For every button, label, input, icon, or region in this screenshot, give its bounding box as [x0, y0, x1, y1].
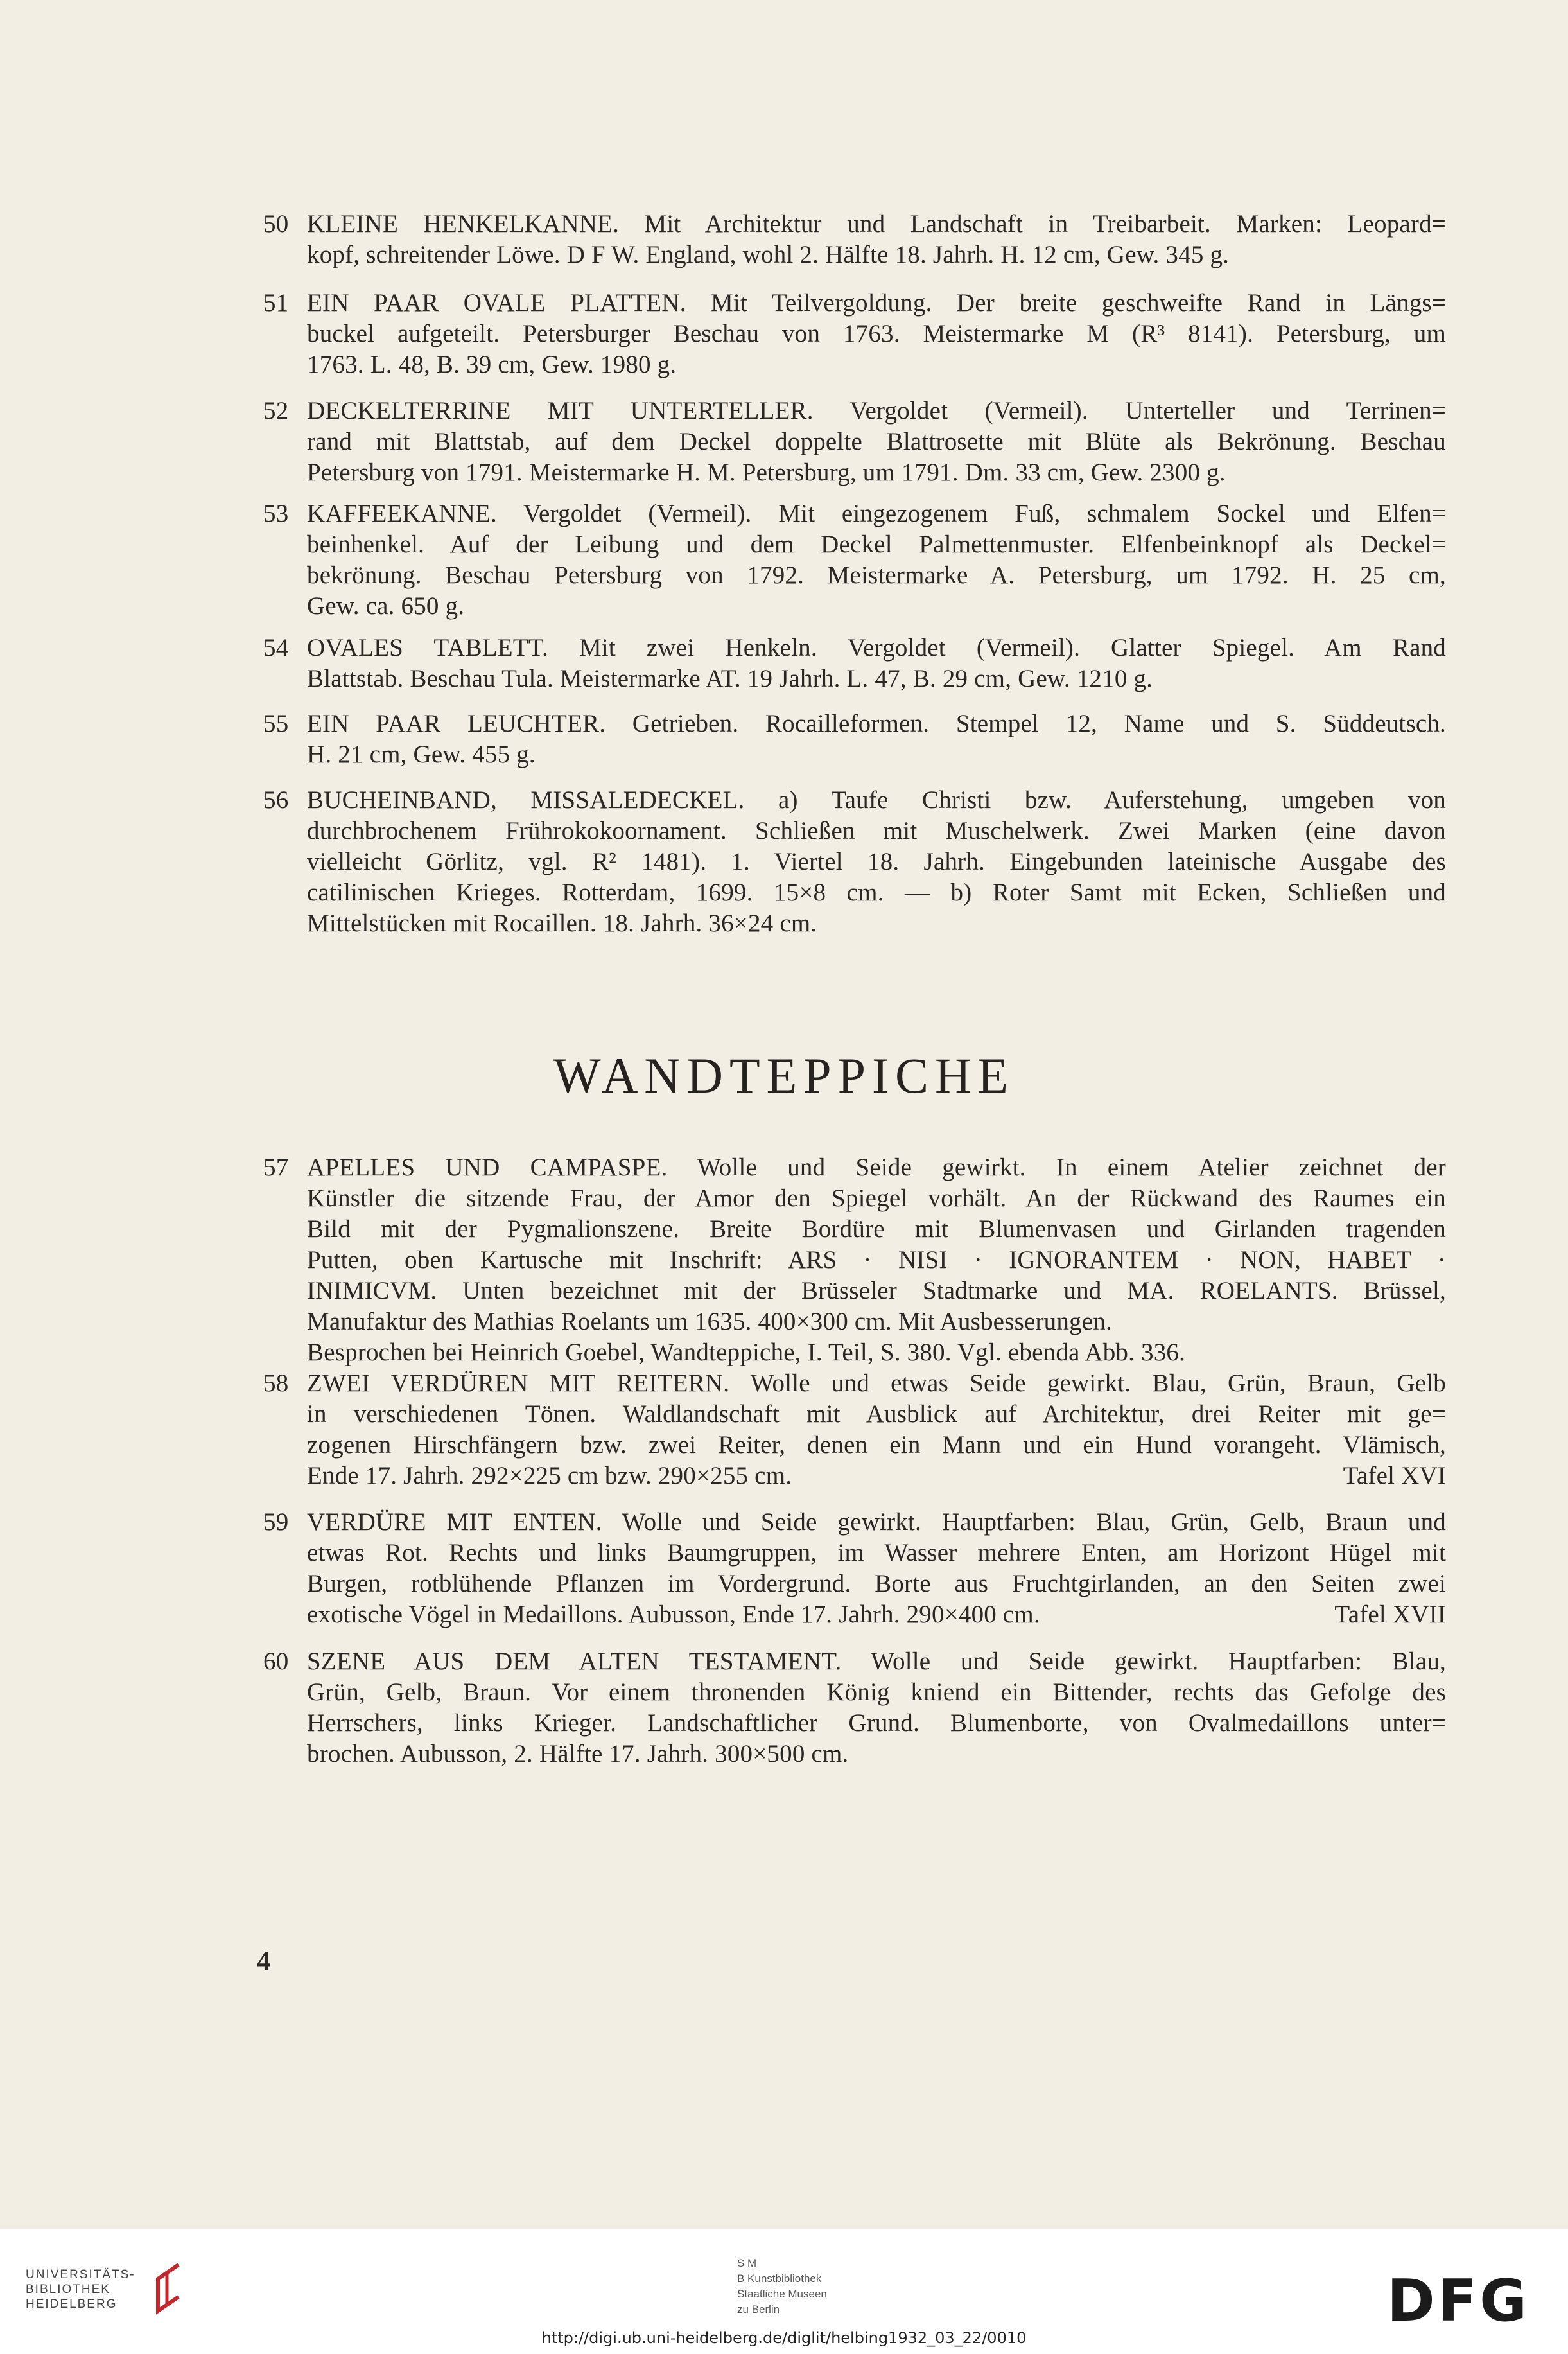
- entry-line: Burgen, rotblühende Pflanzen im Vordergrund. Borte aus Fruchtgirlanden, an den Seiten zwei: [307, 1570, 1446, 1597]
- entry-line: KAFFEEKANNE. Vergoldet (Vermeil). Mit eingezogenem Fuß, schmalem Sockel und Elfen=: [307, 500, 1446, 527]
- entry-line: Manufaktur des Mathias Roelants um 1635. 400×300 cm. Mit Ausbesserungen.: [307, 1308, 1112, 1335]
- entry-number: 55: [263, 710, 289, 737]
- entry-line: bekrönung. Beschau Petersburg von 1792. Meistermarke A. Petersburg, um 1792. H. 25 cm,: [307, 561, 1446, 589]
- catalog-entry: [265, 498, 1446, 622]
- entry-line: SZENE AUS DEM ALTEN TESTAMENT. Wolle und Seide gewirkt. Hauptfarben: Blau,: [307, 1647, 1446, 1675]
- entry-line: buckel aufgeteilt. Petersburger Beschau von 1763. Meistermarke M (R³ 8141). Petersburg, um: [307, 320, 1446, 347]
- entry-line-text: exotische Vögel in Medaillons. Aubusson, Ende 17. Jahrh. 290×400 cm.: [307, 1601, 1040, 1628]
- catalog-entry: [265, 1507, 1446, 1630]
- catalog-entry: [265, 708, 1446, 770]
- entry-line: Bild mit der Pygmalionszene. Breite Bordüre mit Blumenvasen und Girlanden tragenden: [307, 1215, 1446, 1243]
- entry-line: [307, 1461, 1446, 1491]
- entry-number: 50: [263, 210, 289, 238]
- entry-line: VERDÜRE MIT ENTEN. Wolle und Seide gewirkt. Hauptfarben: Blau, Grün, Gelb, Braun und: [307, 1508, 1446, 1536]
- catalog-entry: [265, 633, 1446, 694]
- entry-line: catilinischen Krieges. Rotterdam, 1699. 15×8 cm. — b) Roter Samt mit Ecken, Schließen und: [307, 879, 1446, 906]
- entry-line: kopf, schreitender Löwe. D F W. England, wohl 2. Hälfte 18. Jahrh. H. 12 cm, Gew. 345 g.: [307, 241, 1230, 268]
- entry-line: Grün, Gelb, Braun. Vor einem thronenden König kniend ein Bittender, rechts das Gefolge des: [307, 1678, 1446, 1706]
- entry-line: KLEINE HENKELKANNE. Mit Architektur und Landschaft in Treibarbeit. Marken: Leopard=: [307, 210, 1446, 238]
- entry-line: Mittelstücken mit Rocaillen. 18. Jahrh. 36×24 cm.: [307, 909, 817, 937]
- entry-line: ZWEI VERDÜREN MIT REITERN. Wolle und etwas Seide gewirkt. Blau, Grün, Braun, Gelb: [307, 1369, 1446, 1397]
- plate-reference: Tafel XVII: [1334, 1601, 1446, 1628]
- entry-line: durchbrochenem Frührokokoornament. Schließen mit Muschelwerk. Zwei Marken (eine davon: [307, 817, 1446, 845]
- section-title: WANDTEPPICHE: [553, 1048, 1015, 1103]
- entry-line: OVALES TABLETT. Mit zwei Henkeln. Vergoldet (Vermeil). Glatter Spiegel. Am Rand: [307, 634, 1446, 662]
- entry-number: 56: [263, 786, 289, 814]
- entry-line-text: Ende 17. Jahrh. 292×225 cm bzw. 290×255 cm.: [307, 1462, 792, 1489]
- holding-institution: [737, 2256, 827, 2317]
- entry-line: APELLES UND CAMPASPE. Wolle und Seide gewirkt. In einem Atelier zeichnet der: [307, 1154, 1446, 1181]
- catalog-entry: [265, 1368, 1446, 1491]
- university-line: UNIVERSITÄTS-: [26, 2268, 135, 2281]
- page-number: 4: [257, 1947, 270, 1976]
- entry-line: Besprochen bei Heinrich Goebel, Wandteppiche, I. Teil, S. 380. Vgl. ebenda Abb. 336.: [307, 1339, 1186, 1366]
- entry-number: 57: [263, 1154, 289, 1181]
- entry-line: Herrschers, links Krieger. Landschaftlicher Grund. Blumenborte, von Ovalmedaillons unter=: [307, 1709, 1446, 1737]
- entry-number: 53: [263, 500, 289, 527]
- catalog-entry: [265, 209, 1446, 270]
- entry-line: Gew. ca. 650 g.: [307, 592, 465, 620]
- holding-line: Staatliche Museen: [737, 2288, 827, 2300]
- entry-number: 51: [263, 289, 289, 317]
- catalog-entry: [265, 785, 1446, 939]
- dfg-logo: DFG: [1387, 2267, 1530, 2335]
- entry-number: 52: [263, 397, 289, 425]
- catalog-entry: [265, 1152, 1446, 1368]
- entry-line: vielleicht Görlitz, vgl. R² 1481). 1. Viertel 18. Jahrh. Eingebunden lateinische Ausgabe des: [307, 848, 1446, 875]
- heidelberg-library-logo-icon: [140, 2260, 191, 2317]
- holding-line: B Kunstbibliothek: [737, 2272, 822, 2285]
- entry-line: etwas Rot. Rechts und links Baumgruppen, im Wasser mehrere Enten, am Horizont Hügel mit: [307, 1539, 1446, 1567]
- entry-line: INIMICVM. Unten bezeichnet mit der Brüsseler Stadtmarke und MA. ROELANTS. Brüssel,: [307, 1277, 1446, 1304]
- entry-number: 60: [263, 1647, 289, 1675]
- entry-line: 1763. L. 48, B. 39 cm, Gew. 1980 g.: [307, 351, 677, 378]
- entry-line: brochen. Aubusson, 2. Hälfte 17. Jahrh. 300×500 cm.: [307, 1740, 849, 1768]
- entry-number: 58: [263, 1369, 289, 1397]
- entry-line: zogenen Hirschfängern bzw. zwei Reiter, denen ein Mann und ein Hund vorangeht. Vlämisch,: [307, 1431, 1446, 1459]
- entry-line: BUCHEINBAND, MISSALEDECKEL. a) Taufe Christi bzw. Auferstehung, umgeben von: [307, 786, 1446, 814]
- catalog-entry: [265, 396, 1446, 488]
- entry-line: [307, 1599, 1446, 1630]
- entry-line: Blattstab. Beschau Tula. Meistermarke AT. 19 Jahrh. L. 47, B. 29 cm, Gew. 1210 g.: [307, 665, 1153, 692]
- entry-line: in verschiedenen Tönen. Waldlandschaft mit Ausblick auf Architektur, drei Reiter mit ge=: [307, 1400, 1446, 1428]
- entry-number: 59: [263, 1508, 289, 1536]
- entry-line: EIN PAAR LEUCHTER. Getrieben. Rocailleformen. Stempel 12, Name und S. Süddeutsch.: [307, 710, 1446, 737]
- university-line: HEIDELBERG: [26, 2297, 118, 2311]
- permalink-url[interactable]: http://digi.ub.uni-heidelberg.de/diglit/helbing1932_03_22/0010: [541, 2329, 1027, 2347]
- entry-line: rand mit Blattstab, auf dem Deckel doppelte Blattrosette mit Blüte als Bekrönung. Beschau: [307, 428, 1446, 455]
- entry-line: EIN PAAR OVALE PLATTEN. Mit Teilvergoldung. Der breite geschweifte Rand in Längs=: [307, 289, 1446, 317]
- university-line: BIBLIOTHEK: [26, 2283, 110, 2296]
- holding-line: S M: [737, 2257, 757, 2269]
- viewer-footer: [0, 2229, 1568, 2354]
- entry-line: Putten, oben Kartusche mit Inschrift: ARS · NISI · IGNORANTEM · NON, HABET ·: [307, 1246, 1446, 1274]
- catalog-entry: [265, 288, 1446, 380]
- plate-reference: Tafel XVI: [1343, 1462, 1446, 1489]
- university-library-text: [26, 2267, 135, 2312]
- entry-number: 54: [263, 634, 289, 662]
- entry-line: beinhenkel. Auf der Leibung und dem Deckel Palmettenmuster. Elfenbeinknopf als Deckel=: [307, 531, 1446, 558]
- entry-line: Petersburg von 1791. Meistermarke H. M. Petersburg, um 1791. Dm. 33 cm, Gew. 2300 g.: [307, 459, 1226, 486]
- catalog-entry: [265, 1646, 1446, 1770]
- holding-line: zu Berlin: [737, 2303, 780, 2315]
- entry-line: DECKELTERRINE MIT UNTERTELLER. Vergoldet (Vermeil). Unterteller und Terrinen=: [307, 397, 1446, 425]
- entry-line: Künstler die sitzende Frau, der Amor den Spiegel vorhält. An der Rückwand des Raumes ein: [307, 1184, 1446, 1212]
- entry-line: H. 21 cm, Gew. 455 g.: [307, 741, 536, 768]
